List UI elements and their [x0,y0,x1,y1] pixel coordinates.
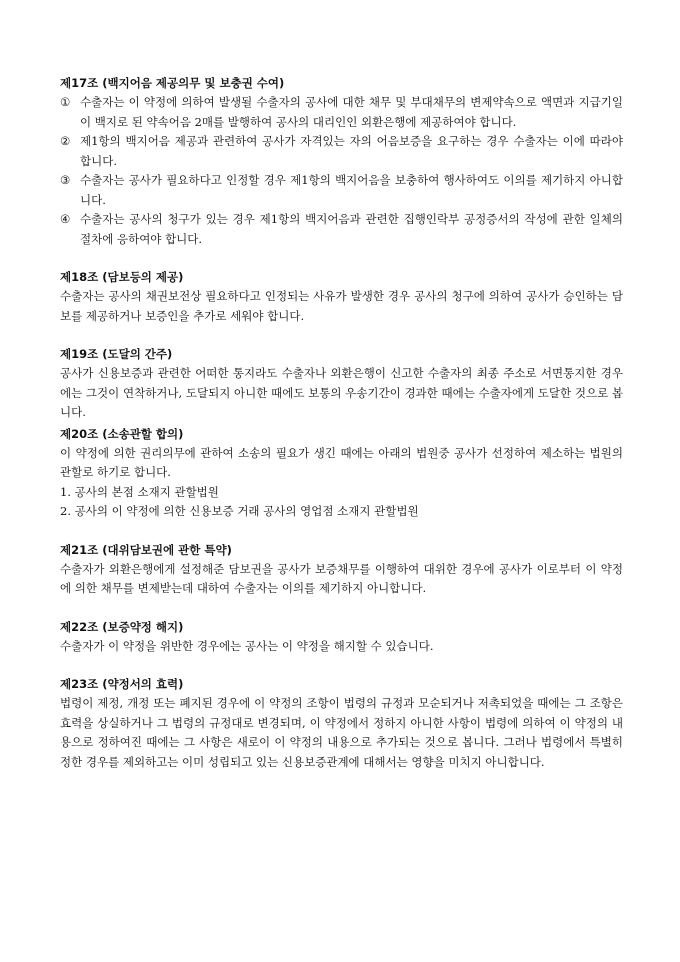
clause-text: 수출자는 공사의 청구가 있는 경우 제1항의 백지어음과 관련한 집행인락부 공정증서의 작성에 관한 일체의 절차에 응하여야 합니다. [80,212,623,246]
article-body: 수출자가 이 약정을 위반한 경우에는 공사는 이 약정을 해지할 수 있습니다. [60,638,434,653]
list-item: 2. 공사의 이 약정에 의한 신용보증 거래 공사의 영업점 소재지 관할법원 [60,504,419,518]
article-body: 수출자가 외환은행에게 설정해준 담보권을 공사가 보증채무를 이행하여 대위한 경우에 공사가 이로부터 이 약정에 의한 채무를 변제받는데 대하여 수출자는 이의를 제기하지 아니합니다. [60,561,623,595]
article-title: 제18조 (담보등의 제공) [60,270,184,284]
article-body: 이 약정에 의한 권리의무에 관하여 소송의 필요가 생긴 때에는 아래의 법원중 공사가 선정하여 제소하는 법원의 관할로 하기로 합니다. [60,445,623,479]
article-18 [60,268,623,326]
clause-number: ③ [60,173,71,187]
clause-number: ④ [60,212,71,226]
clause-text: 제1항의 백지어음 제공과 관련하여 공사가 자격있는 자의 어음보증을 요구하는 경우 수출자는 이에 따라야 합니다. [80,134,623,168]
article-body: 법령이 제정, 개정 또는 폐지된 경우에 이 약정의 조항이 법령의 규정과 모순되거나 저촉되었을 때에는 그 조항은 효력을 상실하거나 그 법령의 규정대로 변경되며, 이 약정에서 정하지 아니한 사항이 법령에 의하여 이 약정의 내용으로 정하여진 때에는 그 사항은 새로이 이 약정의 내용으로 추가되는 것으로 봅니다. 그러나 법령에서 특별히 정한 경우를 제외하고는 이미 성립되고 있는 신용보증관계에 대해서는 영향을 미치지 아니합니다. [60,696,623,769]
article-body: 수출자는 공사의 채권보전상 필요하다고 인정되는 사유가 발생한 경우 공사의 청구에 의하여 공사가 승인하는 담보를 제공하거나 보증인을 추가로 세워야 합니다. [60,289,623,323]
clause-text: 수출자는 공사가 필요하다고 인정할 경우 제1항의 백지어음을 보충하여 행사하여도 이의를 제기하지 아니합니다. [80,173,623,207]
article-title: 제23조 (약정서의 효력) [60,677,184,691]
article-title: 제17조 (백지어음 제공의무 및 보충권 수여) [60,76,285,90]
list-item: 1. 공사의 본점 소재지 관할법원 [60,484,219,499]
clause-item [60,132,623,171]
clause-text: 수출자는 이 약정에 의하여 발생될 수출자의 공사에 대한 채무 및 부대채무의 변제약속으로 액면과 지급기일이 백지로 된 약속어음 2매를 발행하여 공사의 대리인인 외환은행에 제공하여야 합니다. [80,95,623,129]
article-20 [60,425,623,522]
article-title: 제20조 (소송관할 합의) [60,426,184,441]
article-23 [60,675,623,772]
clause-item [60,93,623,132]
article-title: 제21조 (대위담보권에 관한 특약) [60,542,232,557]
clause-item [60,210,623,249]
clause-number: ① [60,95,71,109]
clause-number: ② [60,134,71,148]
article-21 [60,541,623,599]
clause-item [60,171,623,210]
article-title: 제22조 (보증약정 해지) [60,619,184,634]
article-title: 제19조 (도달의 간주) [60,347,173,361]
article-17 [60,74,623,249]
document-page [60,74,623,772]
article-body: 공사가 신용보증과 관련한 어떠한 통지라도 수출자나 외환은행이 신고한 수출자의 최종 주소로 서면통지한 경우에는 그것이 연착하거나, 도달되지 아니한 때에도 보통의 우송기간이 경과한 때에는 수출자에게 도달한 것으로 봅니다. [60,366,623,419]
article-19 [60,345,623,423]
article-22 [60,618,623,657]
